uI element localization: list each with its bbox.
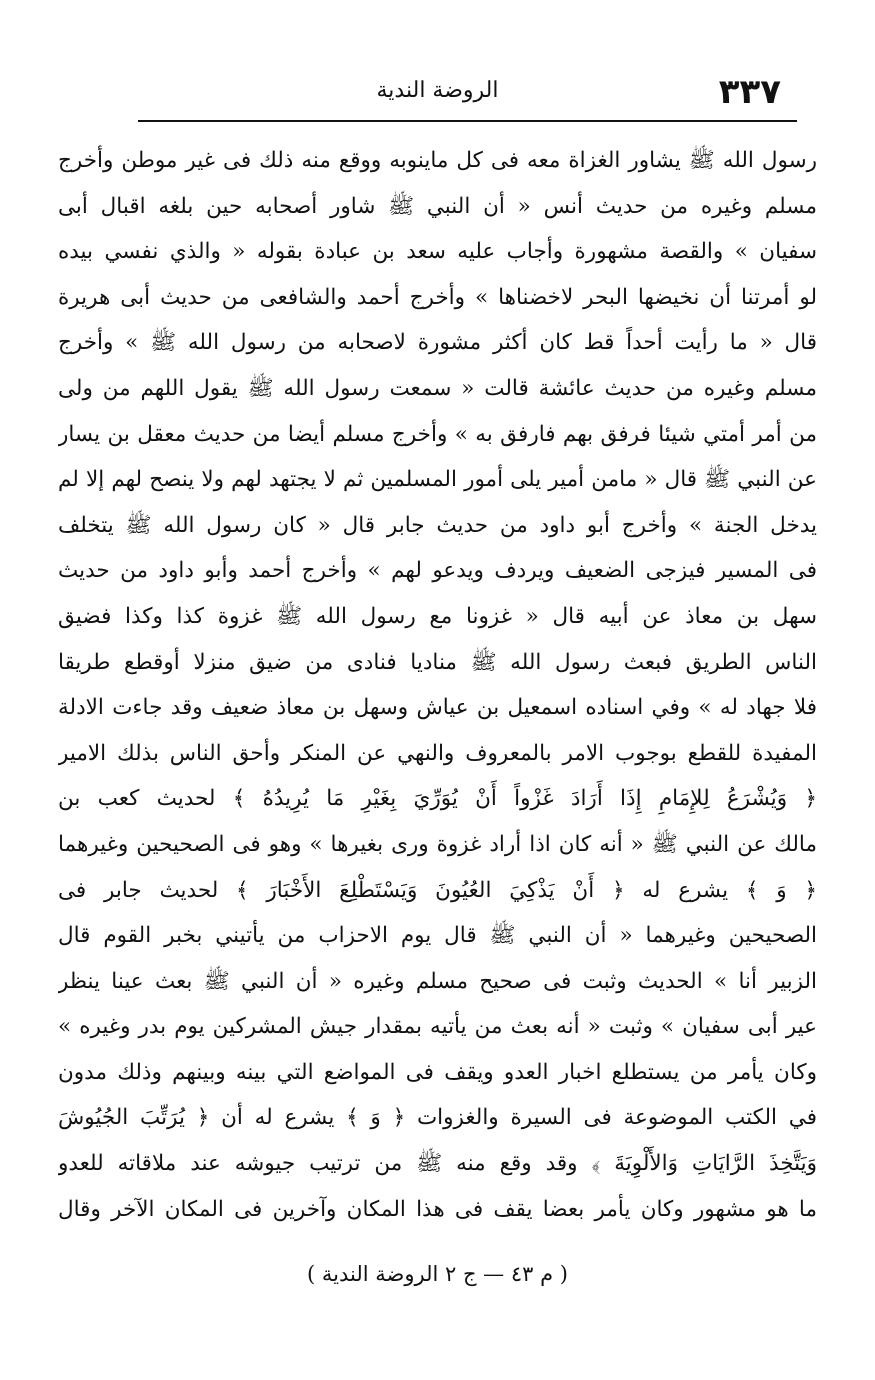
text-line: فلا جهاد له » وفي اسناده اسمعيل بن عياش وسهل بن معاذ ضعيف وقد جاءت الادلة — [58, 695, 817, 721]
text-line: عير أبى سفيان » وثبت « أنه بعث من يأتيه بمقدار جيش المشركين يوم بدر وغيره » — [58, 1014, 817, 1040]
text-line: الصحيحين وغيرهما « أن النبي ﷺ قال يوم الاحزاب من يأتيني بخبر القوم قال — [58, 923, 817, 949]
text-line: من أمر أمتي شيئا فرفق بهم فارفق به » وأخرج مسلم أيضا من حديث معقل بن يسار — [58, 421, 817, 447]
text-line: وَيَتَّخِذَ الرَّايَاتِ وَالأَلْوِيَةَ ﴾ وقد وقع منه ﷺ من ترتيب جيوشه عند ملاقاته للعدو — [58, 1151, 817, 1177]
text-line: ما هو مشهور وكان يأمر بعضا يقف فى هذا المكان وآخرين فى المكان الآخر وقال — [58, 1196, 817, 1222]
text-line: سفيان » والقصة مشهورة وأجاب عليه سعد بن عبادة بقوله « والذي نفسي بيده — [58, 239, 817, 265]
header-rule — [138, 120, 797, 122]
text-line: ﴿ وَيُشْرَعُ لِلإِمَامِ إِذَا أَرَادَ غَزْواً أَنْ يُوَرِّيَ بِغَيْرِ مَا يُرِيدُهُ ﴾ لحديث كعب بن — [58, 786, 817, 812]
text-line: يدخل الجنة » وأخرج أبو داود من حديث جابر قال « كان رسول الله ﷺ يتخلف — [58, 512, 817, 538]
text-line: لو أمرتنا أن نخيضها البحر لاخضناها » وأخرج أحمد والشافعى من حديث أبى هريرة — [58, 284, 817, 310]
body-text — [58, 138, 817, 1232]
text-line: رسول الله ﷺ يشاور الغزاة معه فى كل ماينوبه ووقع منه ذلك فى غير موطن وأخرج — [58, 148, 817, 173]
page-header — [58, 72, 817, 116]
text-line: فى المسير فيزجى الضعيف ويردف ويدعو لهم » وأخرج أحمد وأبو داود من حديث — [58, 558, 817, 584]
text-line: مسلم وغيره من حديث عائشة قالت « سمعت رسول الله ﷺ يقول اللهم من ولى — [58, 375, 817, 401]
text-line: سهل بن معاذ عن أبيه قال « غزونا مع رسول الله ﷺ غزوة كذا وكذا فضيق — [58, 603, 817, 629]
text-line: وكان يأمر من يستطلع اخبار العدو ويقف فى المواضع التي بينه وبينهم وذلك مدون — [58, 1059, 817, 1085]
text-line: عن النبي ﷺ قال « مامن أمير يلى أمور المسلمين ثم لا يجتهد لهم ولا ينصح لهم إلا لم — [58, 467, 817, 493]
running-title: الروضة الندية — [376, 78, 499, 103]
text-line: في الكتب الموضوعة فى السيرة والغزوات ﴿ وَ ﴾ يشرع له أن ﴿ يُرَتِّبَ الجُيُوشَ — [58, 1105, 817, 1131]
page-number: ٣٣٧ — [718, 72, 781, 112]
text-line: مالك عن النبي ﷺ « أنه كان اذا أراد غزوة ورى بغيرها » وهو فى الصحيحين وغيرهما — [58, 831, 817, 857]
text-line: مسلم وغيره من حديث أنس « أن النبي ﷺ شاور أصحابه حين بلغه اقبال أبى — [58, 193, 817, 219]
text-line: الزبير أنا » الحديث وثبت فى صحيح مسلم وغيره « أن النبي ﷺ بعث عينا ينظر — [58, 968, 817, 994]
page-footer: ( م ٤٣ — ج ٢ الروضة الندية ) — [307, 1262, 568, 1286]
text-line: قال « ما رأيت أحداً قط كان أكثر مشورة لاصحابه من رسول الله ﷺ » وأخرج — [58, 330, 817, 356]
text-line: ﴿ وَ ﴾ يشرع له ﴿ أَنْ يَذْكِيَ العُيُونَ وَيَسْتَطْلِعَ الأَخْبَارَ ﴾ لحديث جابر فى — [58, 877, 817, 903]
text-line: المفيدة للقطع بوجوب الامر بالمعروف والنهي عن المنكر وأحق الناس بذلك الامير — [58, 740, 817, 766]
text-line: الناس الطريق فبعث رسول الله ﷺ مناديا فنادى من ضيق منزلا أوقطع طريقا — [58, 649, 817, 675]
